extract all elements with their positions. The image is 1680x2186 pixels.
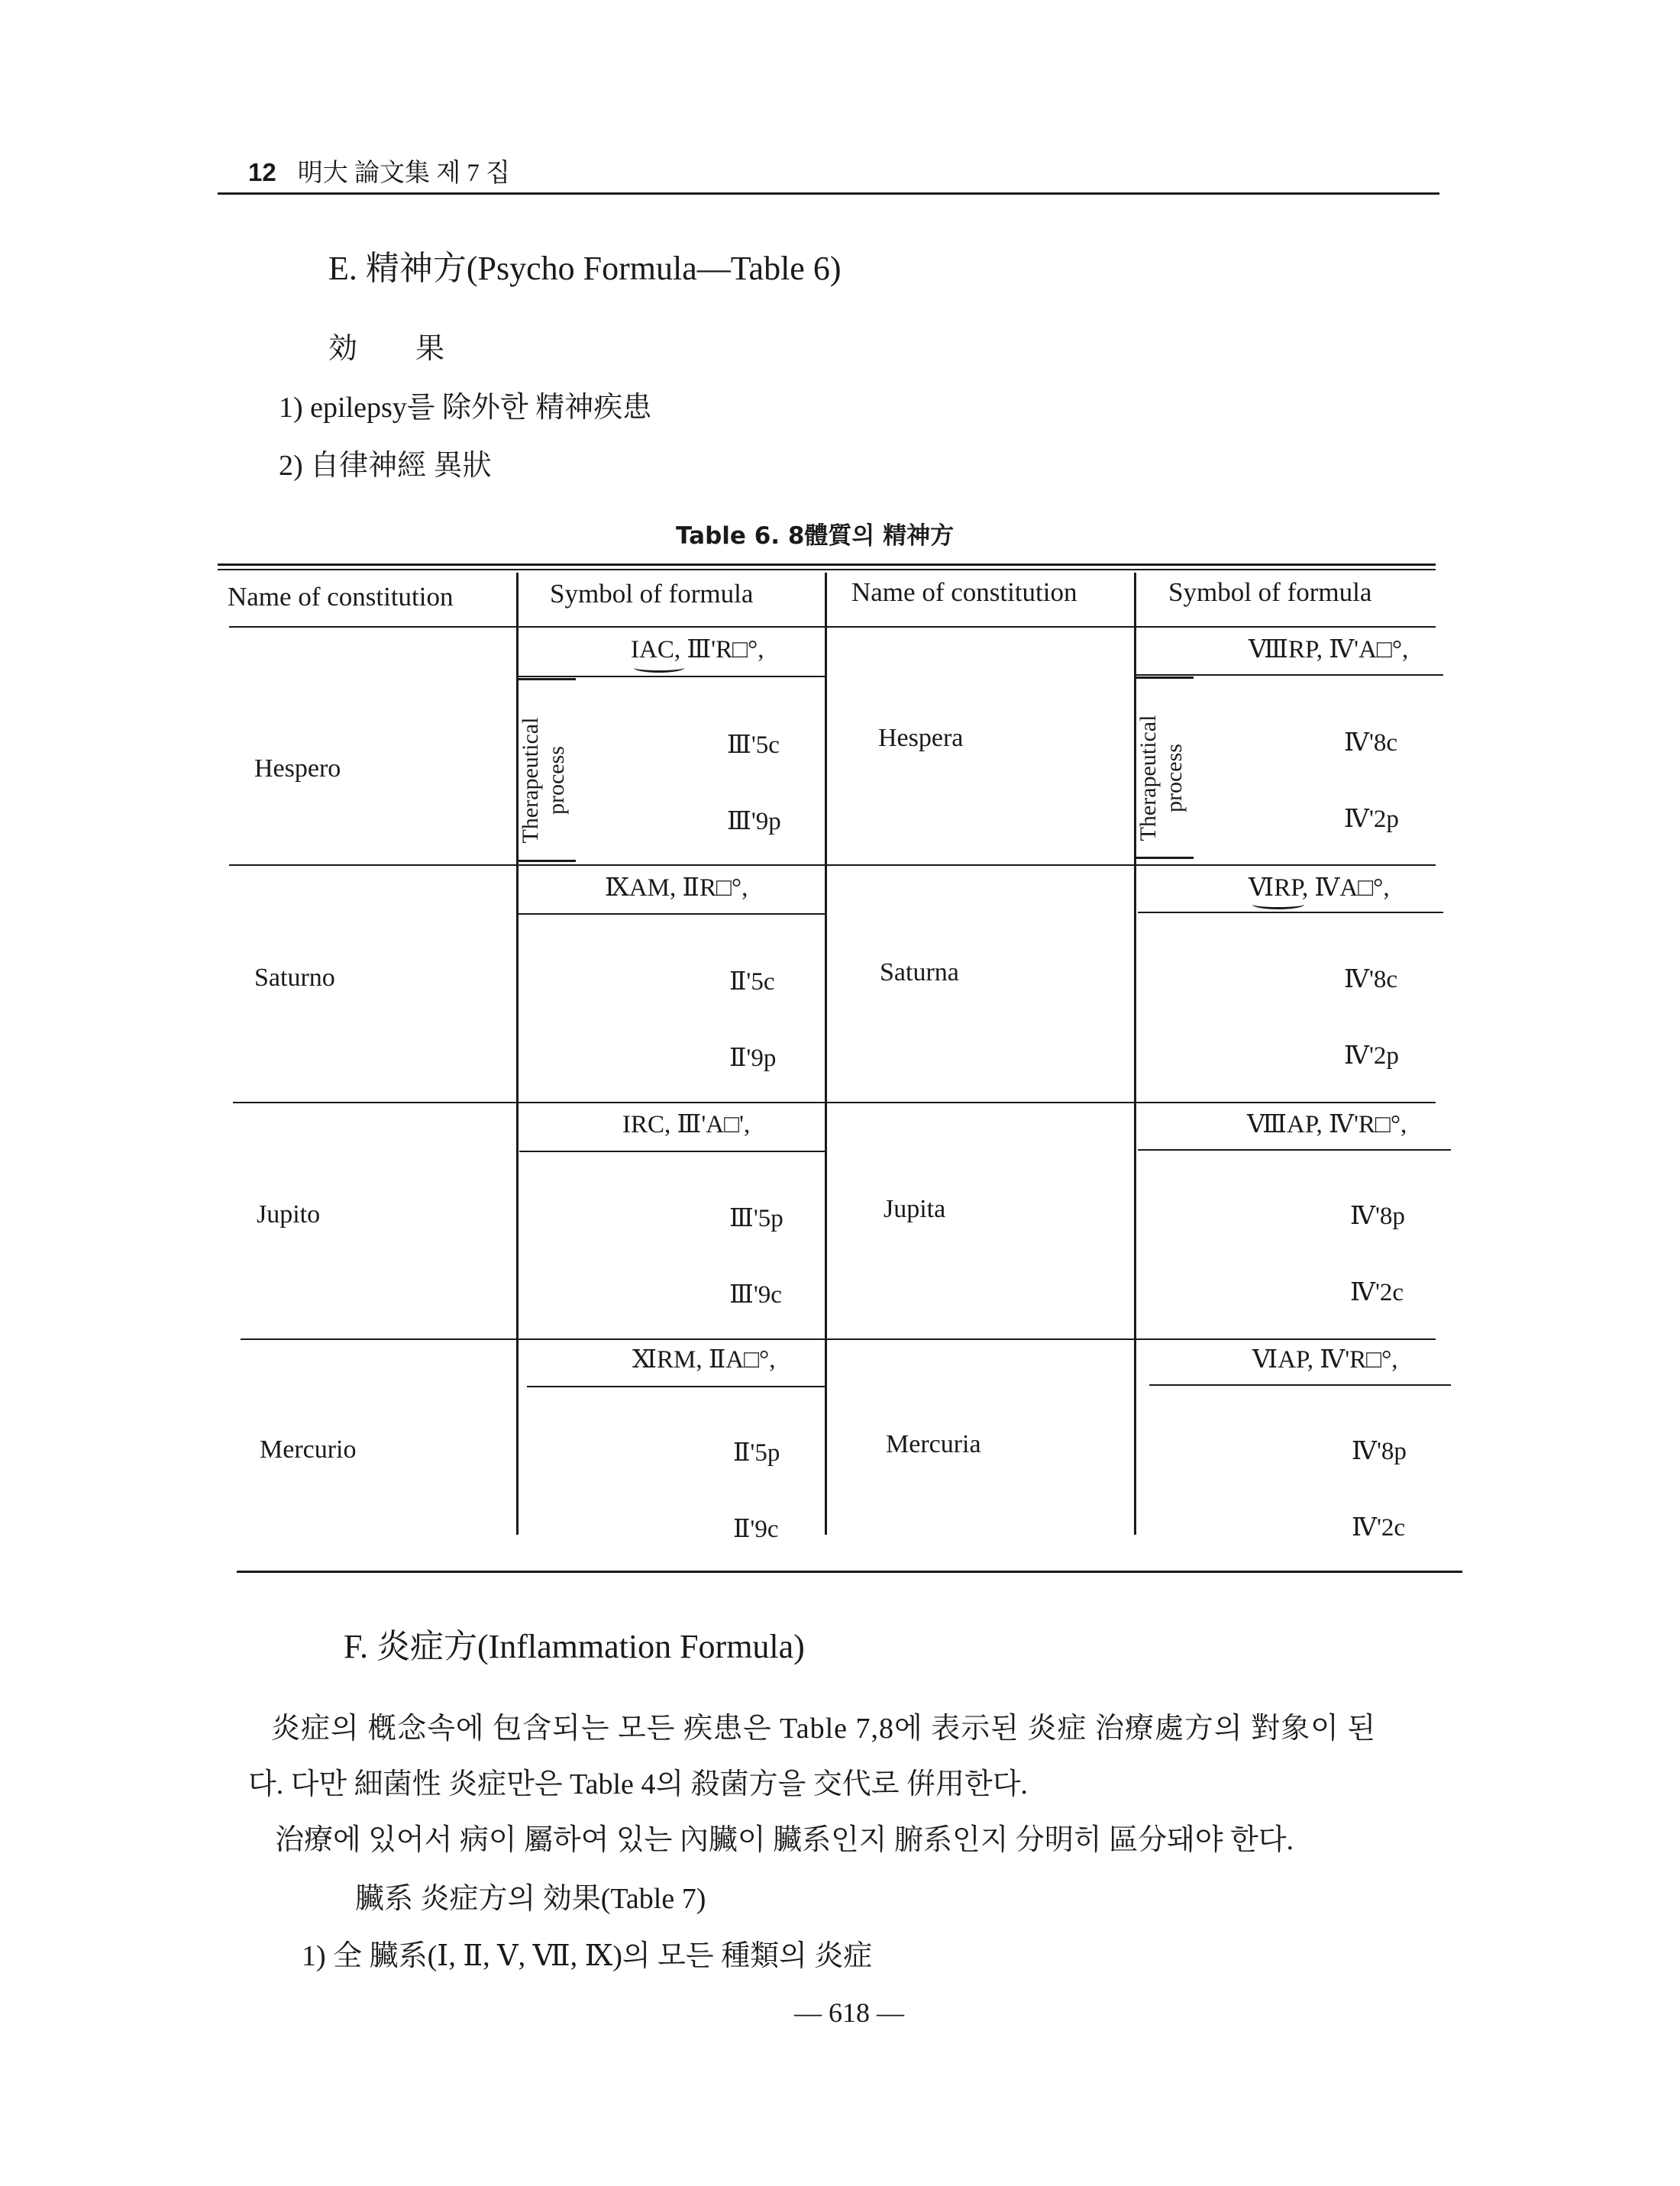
row-2-left-name: Saturno (254, 964, 335, 992)
row-3-left-step-2: Ⅲ'9c (729, 1281, 782, 1309)
table-6-caption: Table 6. 8體質의 精神方 (676, 522, 955, 550)
row-3-left-name: Jupito (257, 1200, 321, 1229)
row-4-right-step-1: Ⅳ'8p (1352, 1438, 1407, 1465)
row-2-left-formula: ⅨAM, ⅡR□°, (605, 874, 748, 902)
row-2-left-step-2: Ⅱ'9p (729, 1045, 777, 1072)
section-e-heading: E. 精神方(Psycho Formula—Table 6) (328, 250, 842, 287)
row-1-left-therapeutical-label: Therapeutical process (518, 717, 569, 844)
section-e-item-2: 2) 自律神經 異狀 (279, 450, 492, 482)
row-1-left-formula-rule (516, 676, 825, 677)
row-3-right-step-1: Ⅳ'8p (1350, 1203, 1405, 1230)
row-1-right-step-2: Ⅳ'2p (1344, 806, 1399, 833)
row-3-right-formula: ⅧAP, Ⅳ'R□°, (1247, 1111, 1407, 1138)
row-4-left-step-1: Ⅱ'5p (733, 1439, 780, 1467)
section-f-subheading: 臟系 炎症方의 効果(Table 7) (355, 1883, 706, 1915)
row-1-left-arc (634, 663, 684, 673)
header-name-right: Name of constitution (851, 577, 1077, 607)
row-2-right-arc (1252, 899, 1304, 909)
row-4-right-formula-rule (1149, 1384, 1451, 1386)
row-1-right-step-1: Ⅳ'8c (1344, 729, 1398, 757)
section-f-paragraph-line-1: 炎症의 槪念속에 包含되는 모든 疾患은 Table 7,8에 表示된 炎症 治療處方의 對象이 된 (271, 1713, 1377, 1745)
header-bottom-rule (229, 626, 1436, 628)
row-3-left-step-1: Ⅲ'5p (729, 1205, 783, 1232)
section-f-paragraph-line-3: 治療에 있어서 病이 屬하여 있는 內臟이 臟系인지 腑系인지 分明히 區分돼야 한다. (275, 1824, 1294, 1856)
row-1-left-formula: IAC, Ⅲ'R□°, (631, 636, 764, 664)
row-3-left-formula: IRC, Ⅲ'A□', (622, 1111, 751, 1138)
row-2-right-formula-rule (1138, 912, 1443, 913)
section-f-item-1: 1) 全 臟系(Ⅰ, Ⅱ, Ⅴ, Ⅶ, Ⅸ)의 모든 種類의 炎症 (302, 1940, 873, 1972)
section-e-item-1: 1) epilepsy를 除外한 精神疾患 (279, 392, 652, 424)
table-top-rule-2 (218, 569, 1436, 570)
header-journal-title: 明大 論文集 제 7 집 (297, 160, 510, 187)
row-1-right-name: Hespera (878, 724, 964, 752)
header-symbol-right: Symbol of formula (1168, 577, 1372, 607)
group-divider-1 (229, 864, 1436, 866)
row-2-right-formula: ⅥRP, ⅣA□°, (1249, 874, 1390, 902)
row-2-left-formula-rule (516, 913, 825, 915)
row-4-right-formula: ⅥAP, Ⅳ'R□°, (1252, 1346, 1398, 1374)
page-number: — 618 — (794, 1997, 904, 2028)
row-1-left-step-1: Ⅲ'5c (727, 731, 780, 759)
row-1-left-step-2: Ⅲ'9p (727, 808, 781, 835)
row-3-right-name: Jupita (884, 1195, 946, 1223)
table-top-rule-1 (218, 563, 1436, 566)
row-3-right-formula-rule (1138, 1149, 1451, 1151)
table-bottom-rule (237, 1571, 1462, 1573)
row-2-right-step-2: Ⅳ'2p (1344, 1042, 1399, 1070)
row-2-left-step-1: Ⅱ'5c (729, 968, 775, 996)
row-4-right-name: Mercuria (886, 1430, 981, 1458)
row-4-left-step-2: Ⅱ'9c (733, 1516, 779, 1543)
row-4-left-formula-rule (527, 1386, 825, 1387)
header-name-left: Name of constitution (228, 582, 454, 612)
row-4-right-step-2: Ⅳ'2c (1352, 1514, 1406, 1542)
row-2-right-name: Saturna (880, 958, 959, 986)
row-1-left-name: Hespero (254, 754, 341, 783)
group-divider-3 (241, 1338, 1436, 1340)
header-rule (218, 192, 1439, 195)
row-4-left-formula: ⅪRM, ⅡA□°, (632, 1346, 776, 1374)
row-1-right-formula-rule (1134, 674, 1443, 676)
row-1-right-therapeutical-label: Therapeutical process (1136, 715, 1187, 841)
row-2-right-step-1: Ⅳ'8c (1344, 966, 1398, 993)
header-page-number: 12 (248, 158, 276, 186)
header-symbol-left: Symbol of formula (550, 579, 754, 609)
section-f-heading: F. 炎症方(Inflammation Formula) (344, 1628, 805, 1665)
row-4-left-name: Mercurio (260, 1435, 357, 1464)
section-e-effect-label: 効 果 (328, 333, 445, 365)
row-1-right-formula: ⅧRP, Ⅳ'A□°, (1249, 636, 1409, 664)
section-f-paragraph-line-2: 다. 다만 細菌性 炎症만은 Table 4의 殺菌方을 交代로 倂用한다. (248, 1768, 1028, 1800)
row-3-right-step-2: Ⅳ'2c (1350, 1279, 1404, 1306)
running-header (248, 153, 510, 189)
row-3-left-formula-rule (519, 1151, 825, 1152)
col-divider-2 (825, 573, 827, 1535)
group-divider-2 (233, 1102, 1436, 1103)
